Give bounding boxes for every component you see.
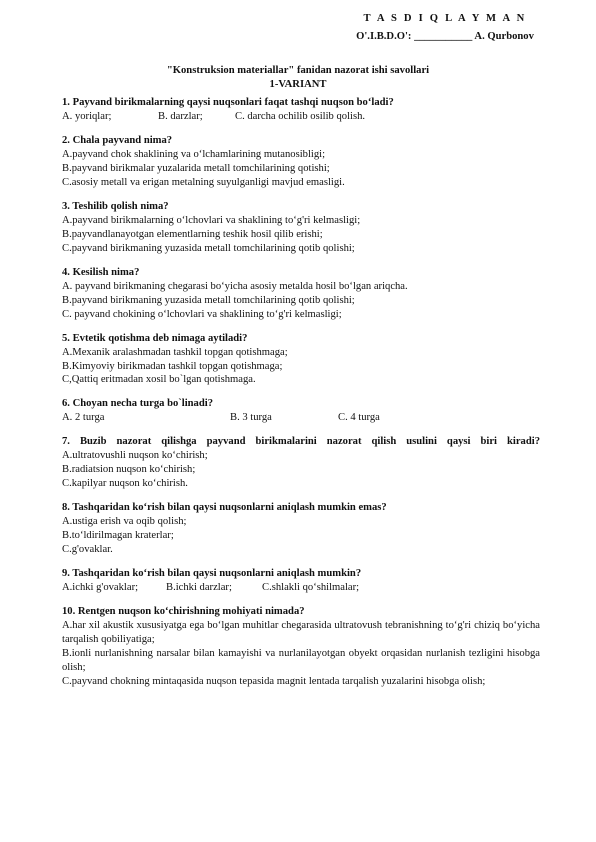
option-a: A.ustiga erish va oqib qolish; [62, 516, 187, 528]
option-b: B.Kimyoviy birikmadan tashkil topgan qotishmaga; [62, 360, 283, 372]
option-b: B. 3 turga [230, 412, 272, 424]
question-title: 3. Teshilib qolish nima? [62, 200, 169, 212]
option-c: C.payvand chokning mintaqasida nuqson tepasida magnit lentada tarqalish yuzalarini hisobga olish; [62, 675, 486, 687]
option-c: C,Qattiq eritmadan xosil bo`lgan qotishmaga. [62, 374, 256, 386]
question-title: 7. Buzib nazorat qilishga payvand birikmalarini nazorat qilish usulini qaysi biri kiradi? [62, 436, 540, 448]
option-b: B.ichki darzlar; [166, 582, 232, 594]
question-3 [62, 200, 540, 256]
option-a: A.har xil akustik xususiyatga ega bo‘lgan muhitlar chegarasida ultratovush tebranishning to‘g'ri chiziq bo‘yicha tarqalish qobiliyatiga; [62, 620, 540, 645]
option-a: A.payvand birikmalarning o‘lchovlari va shaklining to‘g'ri kelmasligi; [62, 214, 361, 226]
option-b: B.radiatsion nuqson ko‘chirish; [62, 464, 196, 476]
option-a: A. payvand birikmaning chegarasi bo‘yicha asosiy metalda hosil bo‘lgan ariqcha. [62, 280, 408, 292]
option-c: C.shlakli qo‘shilmalar; [262, 582, 360, 594]
option-c: C.payvand birikmaning yuzasida metall tomchilarining qotib qolishi; [62, 242, 355, 254]
document-header [0, 64, 596, 92]
question-9 [62, 567, 540, 595]
option-b: B.payvandlanayotgan elementlarning teshik hosil qilib erishi; [62, 228, 323, 240]
approval-signature-line: O'.I.B.D.O': ___________ A. Qurbonov [356, 30, 534, 42]
question-title: 2. Chala payvand nima? [62, 134, 173, 146]
option-b: B.payvand birikmaning yuzasida metall tomchilarining qotib qolishi; [62, 294, 355, 306]
option-b: B. darzlar; [158, 110, 203, 122]
option-b: B.payvand birikmalar yuzalarida metall tomchilarining qotishi; [62, 162, 330, 174]
options-row [62, 411, 540, 425]
option-a: A. yoriqlar; [62, 110, 112, 122]
question-title: 5. Evtetik qotishma deb nimaga aytiladi? [62, 332, 248, 344]
question-10 [62, 605, 540, 689]
question-title: 6. Choyan necha turga bo`linadi? [62, 398, 213, 410]
question-title: 10. Rentgen nuqson ko‘chirishning mohiyati nimada? [62, 606, 305, 618]
options-row [62, 110, 540, 124]
option-c: C.kapilyar nuqson ko‘chirish. [62, 478, 188, 490]
approval-block [350, 12, 540, 44]
question-title: 1. Payvand birikmalarning qaysi nuqsonlari faqat tashqi nuqson bo‘ladi? [62, 97, 394, 108]
option-a: A.payvand chok shaklining va o‘lchamlarining mutanosibligi; [62, 148, 326, 160]
question-5 [62, 332, 540, 388]
option-c: C.asosiy metall va erigan metalning suyulganligi mavjud emasligi. [62, 176, 345, 188]
option-a: A.ultratovushli nuqson ko‘chirish; [62, 450, 208, 462]
question-1 [62, 96, 540, 124]
question-2 [62, 134, 540, 190]
option-b: B.to‘ldirilmagan kraterlar; [62, 530, 174, 542]
question-title: 4. Kesilish nima? [62, 266, 140, 278]
option-c: C. darcha ochilib osilib qolish. [235, 110, 366, 122]
option-a: A. 2 turga [62, 412, 105, 424]
options-row [62, 581, 540, 595]
questions-list [62, 96, 540, 699]
option-c: C. 4 turga [338, 412, 380, 424]
question-7 [62, 435, 540, 491]
question-4 [62, 266, 540, 322]
variant-label: 1-VARIANT [269, 78, 327, 90]
approval-title: T A S D I Q L A Y M A N [363, 13, 527, 24]
option-a: A.ichki g'ovaklar; [62, 582, 139, 594]
question-title: 8. Tashqaridan ko‘rish bilan qaysi nuqsonlarni aniqlash mumkin emas? [62, 502, 387, 514]
option-c: C. payvand chokining o‘lchovlari va shaklining to‘g'ri kelmasligi; [62, 308, 342, 320]
option-b: B.ionli nurlanishning narsalar bilan kamayishi va nurlanilayotgan obyekt orqasidan nurlanish tezligini hisobga olish; [62, 647, 540, 673]
question-6 [62, 397, 540, 425]
subject-title: "Konstruksion materiallar" fanidan nazorat ishi savollari [166, 65, 430, 76]
question-8 [62, 501, 540, 557]
option-a: A.Mexanik aralashmadan tashkil topgan qotishmaga; [62, 346, 288, 358]
option-c: C.g'ovaklar. [62, 544, 113, 556]
question-title: 9. Tashqaridan ko‘rish bilan qaysi nuqsonlarni aniqlash mumkin? [62, 568, 362, 580]
